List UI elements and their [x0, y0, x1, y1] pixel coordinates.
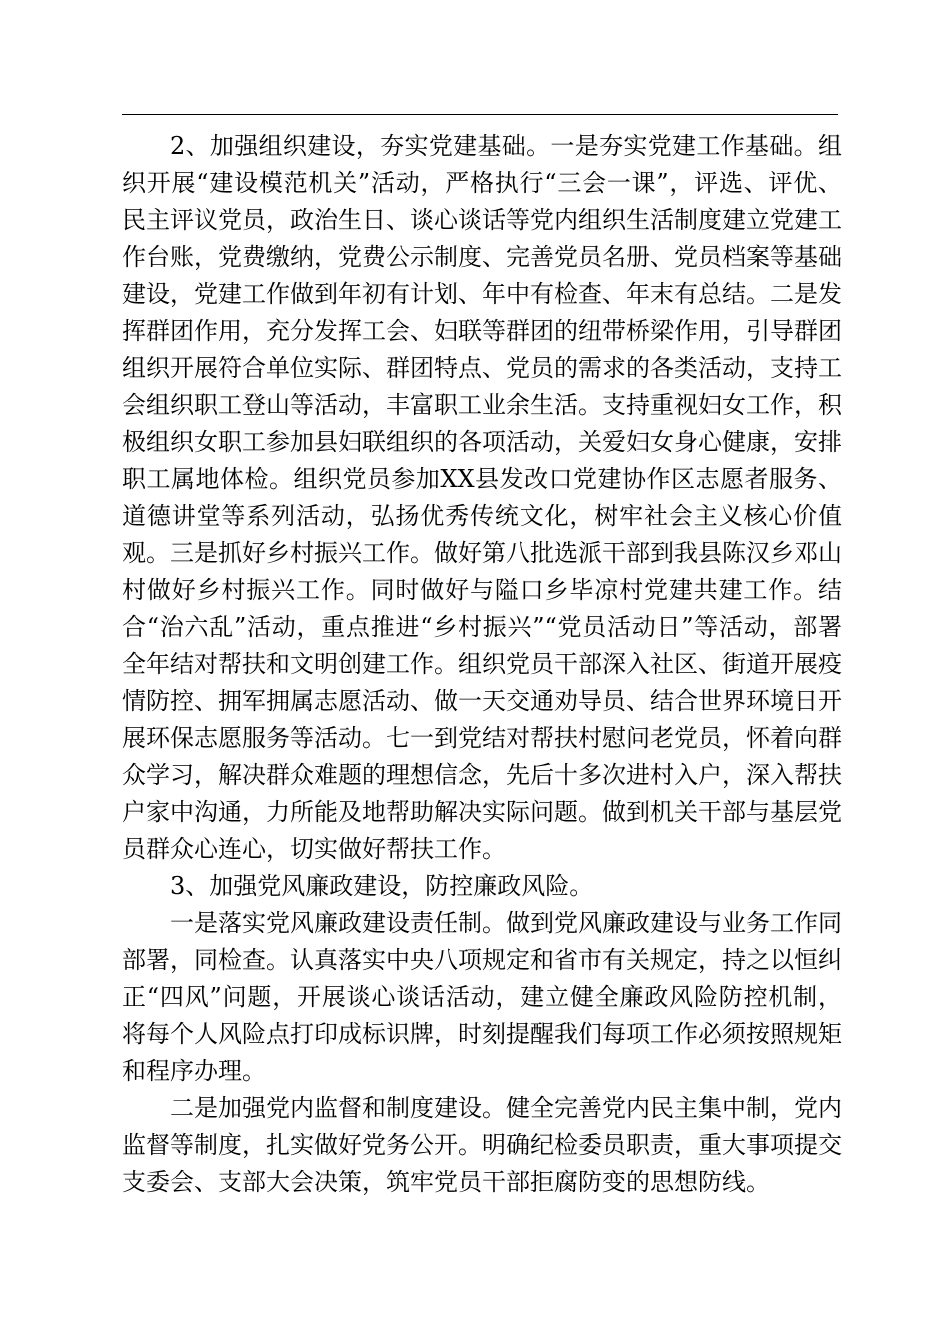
paragraph-organization-building: 2、加强组织建设，夯实党建基础。一是夯实党建工作基础。组织开展“建设模范机关”活动，严格执行“三会一课”，评选、评优、民主评议党员，政治生日、谈心谈话等党内组织生活制度建立党建工作台账，党费缴纳，党费公示制度、完善党员名册、党员档案等基础建设，党建工作做到年初有计划、年中有检查、年末有总结。二是发挥群团作用，充分发挥工会、妇联等群团的纽带桥梁作用，引导群团组织开展符合单位实际、群团特点、党员的需求的各类活动，支持工会组织职工登山等活动，丰富职工业余生活。支持重视妇女工作，积极组织女职工参加县妇联组织的各项活动，关爱妇女身心健康，安排职工属地体检。组织党员参加XX县发改口党建协作区志愿者服务、道德讲堂等系列活动，弘扬优秀传统文化，树牢社会主义核心价值观。三是抓好乡村振兴工作。做好第八批选派干部到我县陈汉乡邓山村做好乡村振兴工作。同时做好与隘口乡毕凉村党建共建工作。结合“治六乱”活动，重点推进“乡村振兴”“党员活动日”等活动，部署全年结对帮扶和文明创建工作。组织党员干部深入社区、街道开展疫情防控、拥军拥属志愿活动、做一天交通劝导员、结合世界环境日开展环保志愿服务等活动。七一到党结对帮扶村慰问老党员，怀着向群众学习，解决群众难题的理想信念，先后十多次进村入户，深入帮扶户家中沟通，力所能及地帮助解决实际问题。做到机关干部与基层党员群众心连心，切实做好帮扶工作。 [122, 132, 842, 863]
paragraph-supervision-system: 二是加强党内监督和制度建设。健全完善党内民主集中制，党内监督等制度，扎实做好党务公开。明确纪检委员职责，重大事项提交支委会、支部大会决策，筑牢党员干部拒腐防变的思想防线。 [122, 1094, 842, 1196]
paragraph-responsibility-system: 一是落实党风廉政建设责任制。做到党风廉政建设与业务工作同部署，同检查。认真落实中央八项规定和省市有关规定，持之以恒纠正“四风”问题，开展谈心谈话活动，建立健全廉政风险防控机制，将每个人风险点打印成标识牌，时刻提醒我们每项工作必须按照规矩和程序办理。 [122, 909, 842, 1085]
header-rule [122, 114, 838, 115]
document-body [122, 128, 842, 1201]
paragraph-clean-government-heading: 3、加强党风廉政建设，防控廉政风险。 [170, 872, 594, 900]
